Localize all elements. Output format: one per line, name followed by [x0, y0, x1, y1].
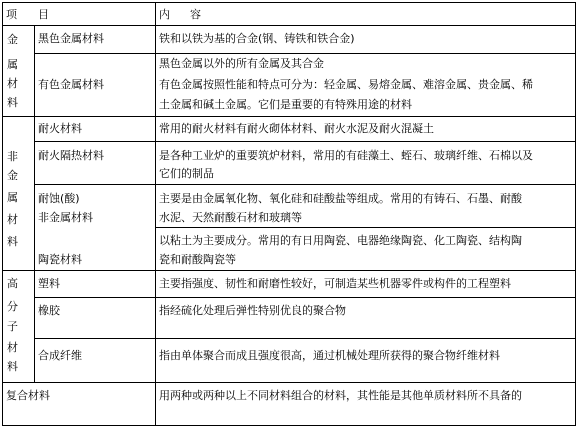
column-divider-category [34, 25, 35, 382]
row-divider [2, 382, 576, 383]
category-polymer-char: 子 [7, 320, 18, 333]
table-border-left [2, 2, 3, 426]
row-divider [34, 297, 576, 298]
category-polymer-char: 材 [7, 341, 18, 354]
material-description: 用两种或两种以上不同材料组合的材料，其性能是其他单质材料所不具备的 [159, 389, 522, 402]
material-name: 合成纤维 [38, 349, 82, 362]
material-description: 铁和以铁为基的合金(钢、铸铁和铁合金) [159, 32, 355, 45]
row-divider [2, 270, 576, 271]
material-name: 耐蚀(酸) [38, 192, 80, 205]
material-name: 黑色金属材料 [38, 32, 104, 45]
row-divider [2, 116, 576, 117]
row-divider [34, 53, 576, 54]
category-metal-char: 金 [7, 33, 18, 46]
material-description: 常用的耐火材料有耐火砌体材料、耐火水泥及耐火混凝土 [159, 122, 434, 135]
material-description: 是各种工业炉的重要筑炉材料，常用的有硅藻土、蛭石、玻璃纤维、石棉以及 [159, 149, 533, 162]
header-item-label: 项 [6, 8, 17, 21]
material-description: 以粘土为主要成分。常用的有日用陶瓷、电器绝缘陶瓷、化工陶瓷、结构陶 [159, 234, 522, 247]
material-name: 耐火材料 [38, 122, 82, 135]
category-polymer-char: 料 [7, 360, 18, 373]
material-description: 主要是由金属氧化物、氧化硅和硅酸盐等组成。常用的有铸石、石墨、耐酸 [159, 192, 522, 205]
material-description: 它们的制品 [159, 167, 214, 180]
material-description: 黑色金属以外的所有金属及其合金 [159, 57, 324, 70]
table-border-bottom [2, 425, 576, 426]
category-nonmetal-char: 材 [7, 213, 18, 226]
category-polymer-char: 高 [7, 277, 18, 290]
row-divider [155, 227, 576, 228]
material-description: 指经硫化处理后弹性特别优良的聚合物 [159, 304, 346, 317]
material-description: 水泥、天然耐酸石材和玻璃等 [159, 211, 302, 224]
row-divider [34, 141, 576, 142]
material-name: 耐火隔热材料 [38, 149, 104, 162]
row-divider [34, 184, 576, 185]
table-border-top [2, 2, 576, 3]
category-metal-char: 属 [7, 58, 18, 71]
material-name: 有色金属材料 [38, 78, 104, 91]
row-divider [34, 338, 576, 339]
material-name: 非金属材料 [38, 211, 93, 224]
header-content-label: 容 [190, 8, 201, 21]
material-description: 指由单体聚合而成且强度很高，通过机械处理所获得的聚合物纤维材料 [159, 349, 500, 362]
material-description: 主要指强度、韧性和耐磨性较好，可制造某些机器零件或构件的工程塑料 [159, 277, 511, 290]
category-nonmetal-char: 料 [7, 235, 18, 248]
category-composite-label: 复合材料 [6, 389, 50, 402]
table-border-right [575, 2, 576, 426]
header-item-label: 目 [38, 8, 49, 21]
material-description: 土金属和碱土金属。它们是重要的有特殊用途的材料 [159, 98, 412, 111]
material-description: 有色金属按照性能和特点可分为：轻金属、易熔金属、难溶金属、贵金属、稀 [159, 78, 533, 91]
material-name: 陶瓷材料 [38, 253, 82, 266]
row-divider [2, 25, 576, 26]
header-content-label: 内 [159, 8, 170, 21]
column-divider-main [155, 2, 156, 426]
material-name: 塑料 [38, 277, 60, 290]
material-name: 橡胶 [38, 304, 60, 317]
category-polymer-char: 分 [7, 300, 18, 313]
category-nonmetal-char: 金 [7, 169, 18, 182]
material-description: 瓷和耐酸陶瓷等 [159, 253, 236, 266]
category-metal-char: 料 [7, 96, 18, 109]
category-metal-char: 材 [7, 77, 18, 90]
category-nonmetal-char: 属 [7, 191, 18, 204]
category-nonmetal-char: 非 [7, 150, 18, 163]
